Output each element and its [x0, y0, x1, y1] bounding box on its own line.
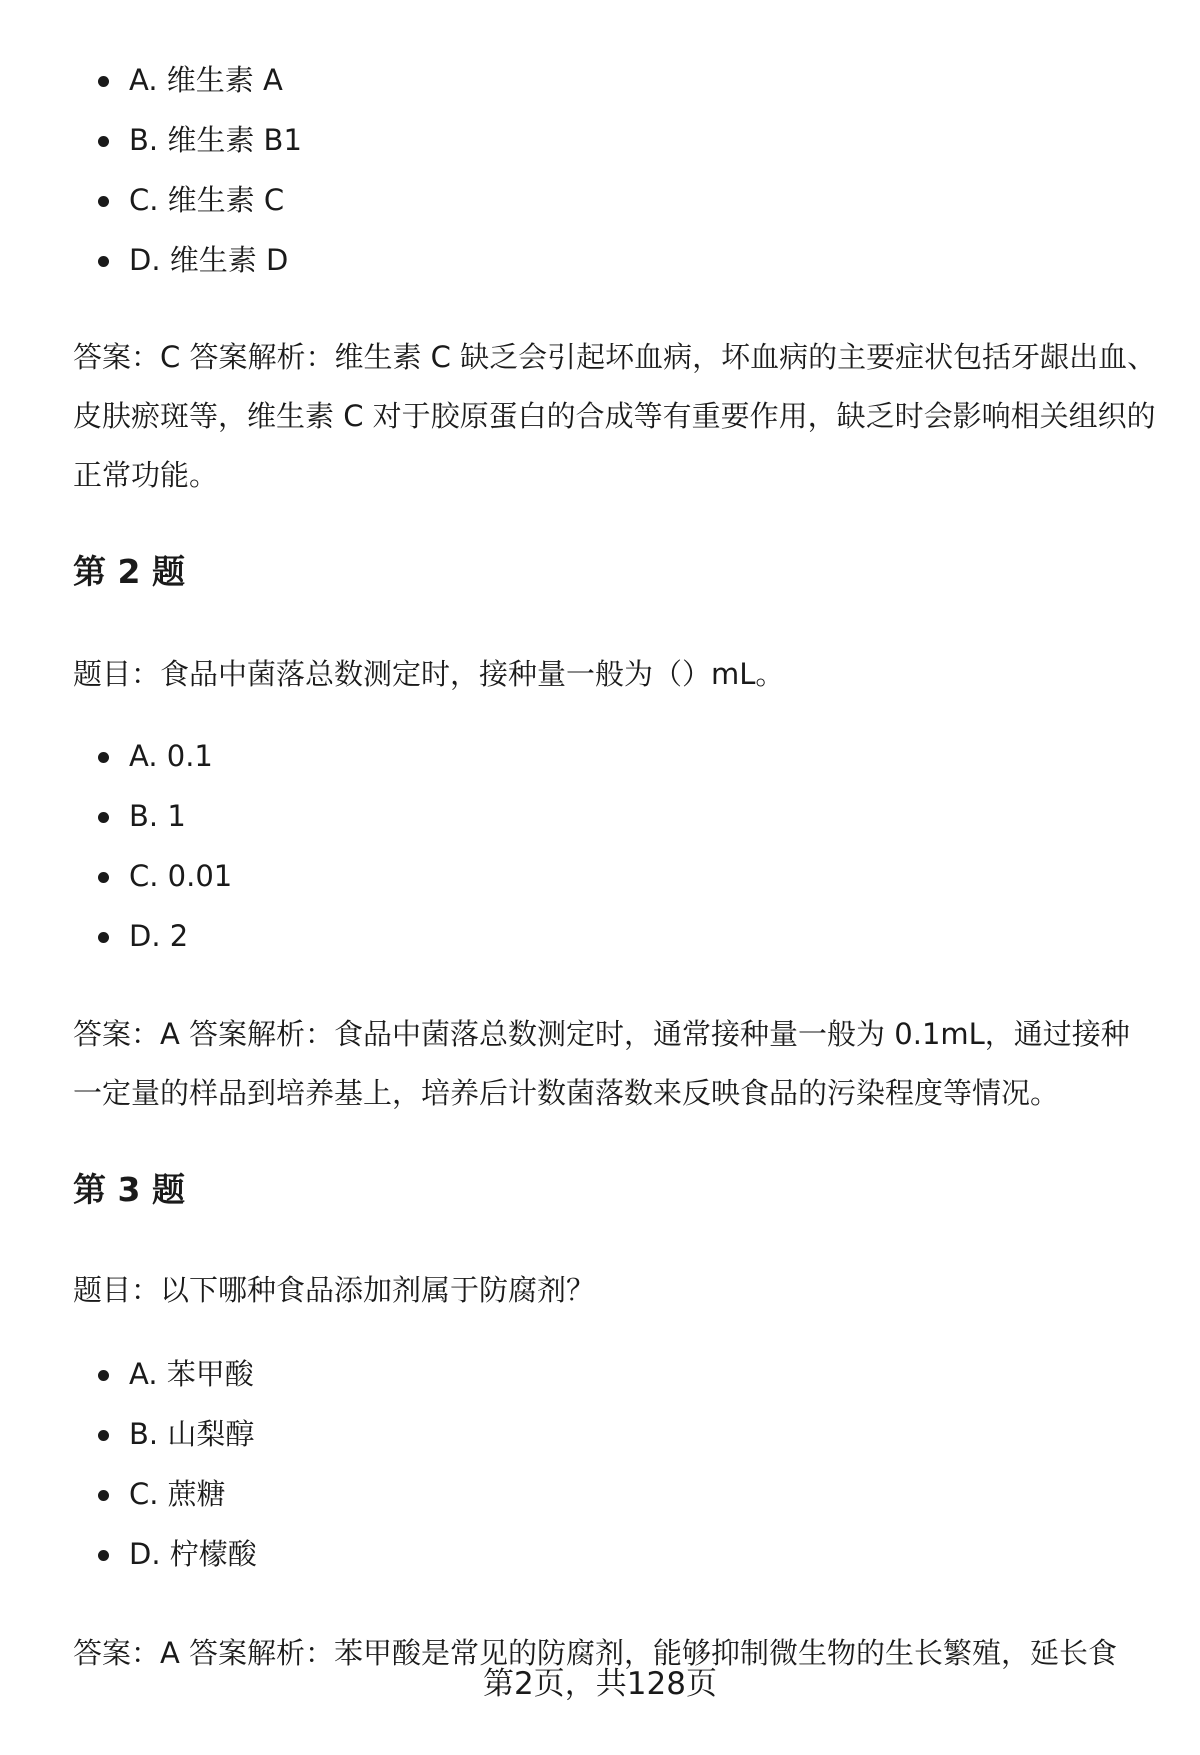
q2-answer: 答案：A 答案解析：食品中菌落总数测定时，通常接种量一般为 0.1mL，通过接种一定量的样品到培养基上，培养后计数菌落数来反映食品的污染程度等情况。 — [73, 1017, 1130, 1110]
bullet-icon — [98, 872, 109, 883]
bullet-icon — [98, 752, 109, 763]
q2-option-a: A. 0.1 — [73, 726, 232, 786]
q3-option-b: B. 山梨醇 — [73, 1404, 257, 1464]
q1-option-a: A. 维生素 A — [73, 50, 302, 110]
bullet-icon — [98, 1370, 109, 1381]
q3-heading: 第 3 题 — [73, 1170, 185, 1209]
bullet-icon — [98, 256, 109, 267]
q3-option-a: A. 苯甲酸 — [73, 1344, 257, 1404]
q2-option-d: D. 2 — [73, 906, 232, 966]
page-footer: 第2页，共128页 — [483, 1666, 717, 1702]
q2-heading: 第 2 题 — [73, 552, 185, 591]
q1-answer: 答案：C 答案解析：维生素 C 缺乏会引起坏血病，坏血病的主要症状包括牙龈出血、皮肤瘀斑等，维生素 C 对于胶原蛋白的合成等有重要作用，缺乏时会影响相关组织的正常功能。 — [73, 340, 1157, 492]
q3-option-c: C. 蔗糖 — [73, 1464, 257, 1524]
q2-options — [73, 726, 232, 966]
q3-answer: 答案：A 答案解析：苯甲酸是常见的防腐剂，能够抑制微生物的生长繁殖，延长食 — [73, 1636, 1118, 1670]
bullet-icon — [98, 76, 109, 87]
bullet-icon — [98, 1550, 109, 1561]
q2-question: 题目：食品中菌落总数测定时，接种量一般为（）mL。 — [73, 657, 785, 691]
bullet-icon — [98, 812, 109, 823]
q1-option-d: D. 维生素 D — [73, 230, 302, 290]
q1-options — [73, 50, 302, 290]
q3-options — [73, 1344, 257, 1584]
bullet-icon — [98, 932, 109, 943]
bullet-icon — [98, 1430, 109, 1441]
q2-option-b: B. 1 — [73, 786, 232, 846]
q3-option-d: D. 柠檬酸 — [73, 1524, 257, 1584]
q1-option-c: C. 维生素 C — [73, 170, 302, 230]
bullet-icon — [98, 196, 109, 207]
q2-option-c: C. 0.01 — [73, 846, 232, 906]
bullet-icon — [98, 1490, 109, 1501]
q3-question: 题目：以下哪种食品添加剂属于防腐剂？ — [73, 1273, 596, 1307]
q1-option-b: B. 维生素 B1 — [73, 110, 302, 170]
bullet-icon — [98, 136, 109, 147]
